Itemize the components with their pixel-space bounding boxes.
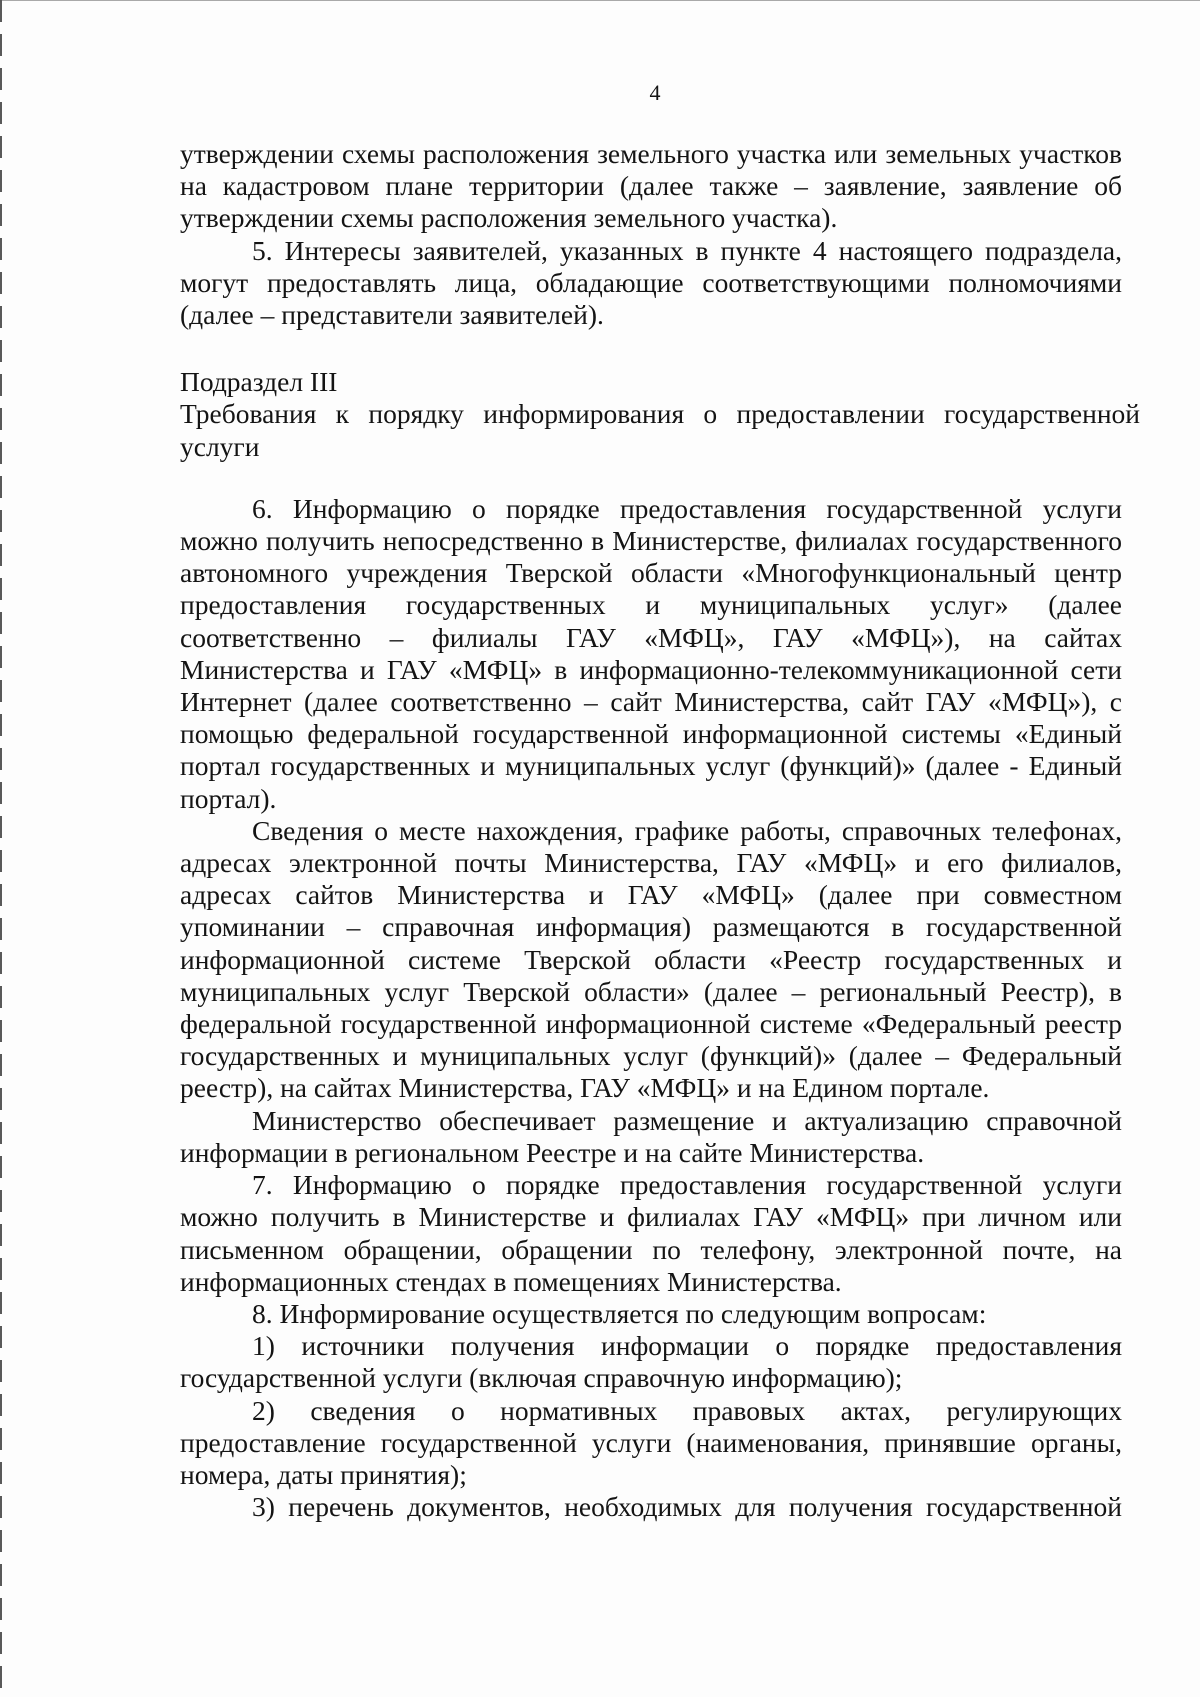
paragraph-5: 5. Интересы заявителей, указанных в пункте 4 настоящего подраздела, могут предоставлять лица, обладающие соответствующими полномочиями (далее – представители заявителей).: [180, 234, 1122, 331]
paragraph-6: 6. Информацию о порядке предоставления государственной услуги можно получить непосредственно в Министерстве, филиалах государственного автономного учреждения Тверской области «Многофункциональный центр предоставления государственных и муниципальных услуг» (далее соответственно – филиалы ГАУ «МФЦ», ГАУ «МФЦ»), на сайтах Министерства и ГАУ «МФЦ» в информационно-телекоммуникационной сети Интернет (далее соответственно – сайт Министерства, сайт ГАУ «МФЦ»), с помощью федеральной государственной информационной системы «Единый портал государственных и муниципальных услуг (функций)» (далее - Единый портал).: [180, 492, 1122, 814]
paragraph-ministry: Министерство обеспечивает размещение и актуализацию справочной информации в региональном Реестре и на сайте Министерства.: [180, 1104, 1122, 1168]
list-item-2: 2) сведения о нормативных правовых актах, регулирующих предоставление государственной услуги (наименования, принявшие органы, номера, даты принятия);: [180, 1394, 1122, 1490]
paragraph-info: Сведения о месте нахождения, графике работы, справочных телефонах, адресах электронной почты Министерства, ГАУ «МФЦ» и его филиалов, адресах сайтов Министерства и ГАУ «МФЦ» (далее при совместном упоминании – справочная информация) размещаются в государственной информационной системе Тверской области «Реестр государственных и муниципальных услуг Тверской области» (далее – региональный Реестр), в федеральной государственной информационной системе «Федеральный реестр государственных и муниципальных услуг (функций)» (далее – Федеральный реестр), на сайтах Министерства, ГАУ «МФЦ» и на Едином портале.: [180, 814, 1122, 1104]
scan-edge-top: [0, 0, 1200, 1]
document-body: [180, 138, 1140, 1523]
subsection-label: Подраздел III: [180, 366, 338, 398]
page-number: 4: [649, 80, 661, 105]
paragraph-7: 7. Информацию о порядке предоставления государственной услуги можно получить в Министерстве и филиалах ГАУ «МФЦ» при личном или письменном обращении, обращении по телефону, электронной почте, на информационных стендах в помещениях Министерства.: [180, 1169, 1122, 1297]
list-item-1: 1) источники получения информации о порядке предоставления государственной услуги (включая справочную информацию);: [180, 1330, 1122, 1394]
list-item-3: 3) перечень документов, необходимых для получения государственной: [252, 1491, 1122, 1523]
continuation-paragraph: утверждении схемы расположения земельного участка или земельных участков на кадастровом плане территории (далее также – заявление, заявление об утверждении схемы расположения земельного участка).: [180, 138, 1122, 234]
subsection-title: Требования к порядку информирования о предоставлении государственной услуги: [180, 398, 1140, 462]
paragraph-8: 8. Информирование осуществляется по следующим вопросам:: [252, 1297, 987, 1329]
scan-edge-left: [0, 0, 2, 1697]
subsection-heading: [180, 366, 1140, 463]
